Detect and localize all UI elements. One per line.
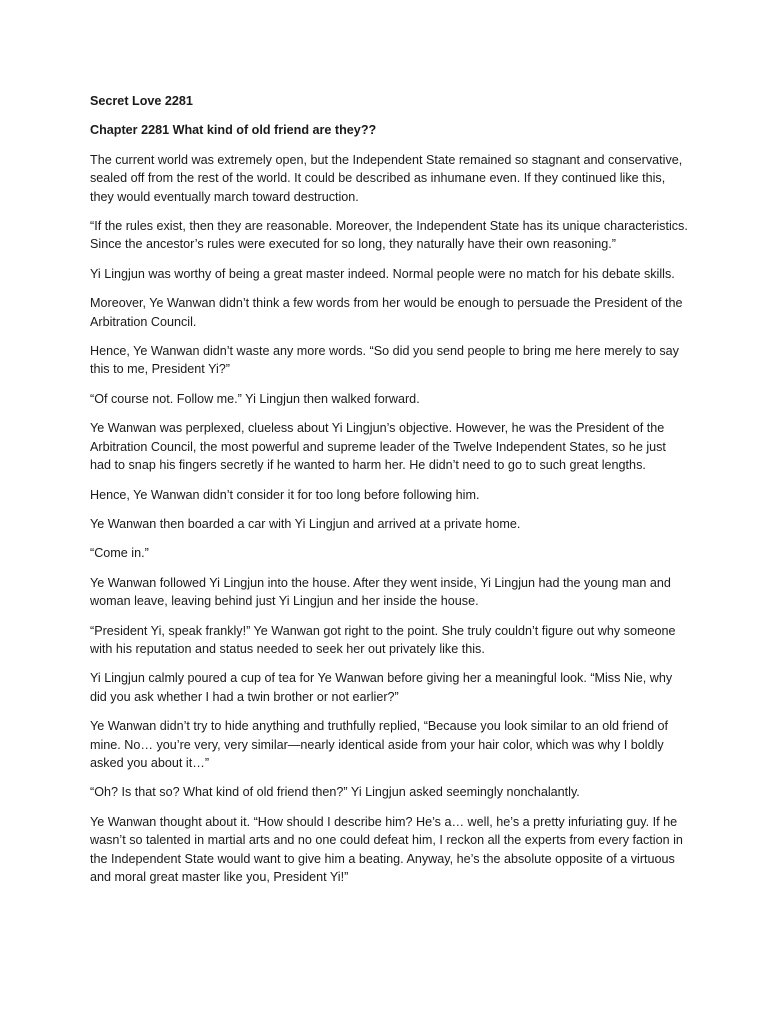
paragraph: Moreover, Ye Wanwan didn’t think a few words from her would be enough to persuade the President of the Arbitration Council. xyxy=(90,296,683,329)
paragraph: Yi Lingjun was worthy of being a great master indeed. Normal people were no match for his debate skills. xyxy=(90,266,675,281)
paragraph: Ye Wanwan thought about it. “How should I describe him? He’s a… well, he’s a pretty infuriating guy. If he wasn’t so talented in martial arts and no one could defeat him, I reckon all the experts from every faction in the Independent State would want to give him a beating. Anyway, he’s the absolute opposite of a virtuous and moral great master like you, President Yi!” xyxy=(90,814,683,884)
document-body xyxy=(90,92,690,897)
paragraph: Ye Wanwan followed Yi Lingjun into the house. After they went inside, Yi Lingjun had the young man and woman leave, leaving behind just Yi Lingjun and her inside the house. xyxy=(90,575,671,609)
paragraph: “Of course not. Follow me.” Yi Lingjun then walked forward. xyxy=(90,391,420,406)
paragraph: Hence, Ye Wanwan didn’t waste any more words. “So did you send people to bring me here merely to say this to me, President Yi?” xyxy=(90,344,679,377)
paragraph: “Oh? Is that so? What kind of old friend then?” Yi Lingjun asked seemingly nonchalantly. xyxy=(90,785,580,800)
paragraph: “Come in.” xyxy=(90,546,149,561)
paragraph: Hence, Ye Wanwan didn’t consider it for too long before following him. xyxy=(90,487,480,502)
chapter-title: Chapter 2281 What kind of old friend are they?? xyxy=(90,123,377,138)
paragraph: Yi Lingjun calmly poured a cup of tea for Ye Wanwan before giving her a meaningful look. “Miss Nie, why did you ask whether I had a twin brother or not earlier?” xyxy=(90,671,673,704)
paragraph: “If the rules exist, then they are reasonable. Moreover, the Independent State has its unique characteristics. Since the ancestor’s rules were executed for so long, they naturally have their own reasoning.” xyxy=(90,219,688,252)
document-title: Secret Love 2281 xyxy=(90,94,193,108)
paragraph: Ye Wanwan was perplexed, clueless about Yi Lingjun’s objective. However, he was the President of the Arbitration Council, the most powerful and supreme leader of the Twelve Independent States, so he just had to snap his fingers secretly if he wanted to harm her. He didn’t need to go to such great lengths. xyxy=(90,421,666,473)
paragraph: “President Yi, speak frankly!” Ye Wanwan got right to the point. She truly couldn’t figure out why someone with his reputation and status needed to seek her out privately like this. xyxy=(90,623,676,656)
paragraph: Ye Wanwan didn’t try to hide anything and truthfully replied, “Because you look similar to an old friend of mine. No… you’re very, very similar—nearly identical aside from your hair color, which was why I boldly asked you about it…” xyxy=(90,719,669,770)
paragraph: Ye Wanwan then boarded a car with Yi Lingjun and arrived at a private home. xyxy=(90,516,521,531)
paragraph: The current world was extremely open, but the Independent State remained so stagnant and conservative, sealed off from the rest of the world. It could be described as inhumane even. If they continued like this, they would eventually march toward destruction. xyxy=(90,152,683,204)
